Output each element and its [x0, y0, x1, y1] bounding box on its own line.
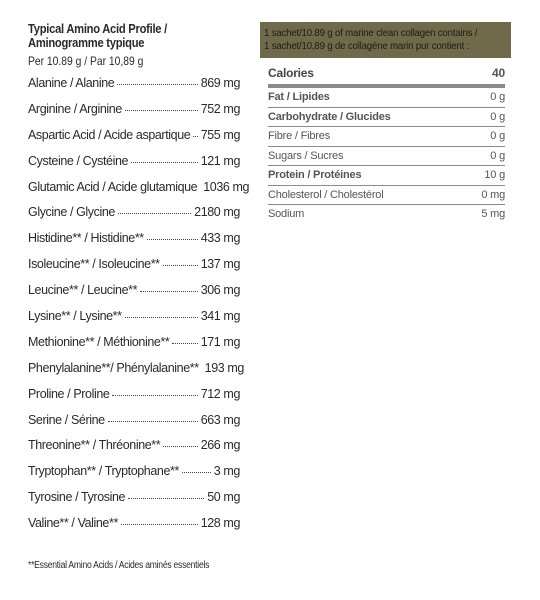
amino-name: Cysteine / Cystéine	[28, 153, 129, 168]
nutrition-value: 0 g	[490, 149, 505, 162]
nutrition-value: 0 g	[490, 130, 505, 143]
dot-leader	[128, 489, 204, 499]
amino-row	[28, 464, 240, 490]
amino-name: Threonine** / Thréonine**	[28, 438, 161, 453]
amino-value: 1036 mg	[203, 179, 250, 194]
amino-name: Histidine** / Histidine**	[28, 231, 144, 246]
nutrition-row-calories	[268, 62, 505, 88]
amino-title-line1: Typical Amino Acid Profile /	[28, 21, 167, 36]
amino-acid-profile	[28, 21, 250, 542]
dot-leader	[163, 437, 197, 447]
amino-value: 266 mg	[200, 438, 240, 453]
nutrition-table	[260, 62, 511, 224]
amino-name: Alanine / Alanine	[28, 76, 115, 90]
nutrition-row	[268, 127, 505, 147]
dot-leader	[121, 515, 198, 525]
amino-value: 3 mg	[213, 464, 240, 479]
dot-leader	[112, 386, 197, 396]
amino-value: 306 mg	[200, 283, 240, 298]
amino-value: 171 mg	[200, 334, 240, 349]
nutrition-label: Sodium	[268, 208, 305, 221]
amino-name: Aspartic Acid / Acide aspartique	[28, 127, 191, 142]
amino-value: 712 mg	[200, 386, 240, 401]
amino-value: 663 mg	[200, 412, 240, 427]
amino-name: Serine / Sérine	[28, 412, 105, 427]
nutrition-row	[268, 147, 505, 167]
amino-list	[28, 76, 250, 542]
nutrition-header-line1: 1 sachet/10.89 g of marine clean collagen contains /	[264, 27, 478, 39]
amino-serving-size: Per 10.89 g / Par 10,89 g	[28, 54, 144, 68]
amino-row	[28, 76, 240, 102]
amino-name: Proline / Proline	[28, 386, 110, 401]
amino-row	[28, 257, 240, 283]
amino-name: Tyrosine / Tyrosine	[28, 490, 126, 505]
amino-value: 128 mg	[200, 516, 240, 531]
dot-leader	[108, 412, 198, 422]
amino-value: 433 mg	[200, 231, 240, 246]
amino-value: 752 mg	[200, 101, 240, 116]
amino-row	[28, 438, 240, 464]
amino-name: Glutamic Acid / Acide glutamique	[28, 179, 198, 194]
amino-footnote: **Essential Amino Acids / Acides aminés essentiels	[28, 560, 210, 571]
nutrition-label: Cholesterol / Cholestérol	[268, 188, 384, 201]
dot-leader	[125, 101, 198, 111]
amino-name: Glycine / Glycine	[28, 205, 115, 220]
amino-value: 50 mg	[207, 490, 240, 505]
amino-value: 869 mg	[200, 76, 240, 90]
dot-leader	[182, 463, 211, 473]
amino-row	[28, 283, 240, 309]
amino-row	[28, 128, 240, 154]
nutrition-label: Carbohydrate / Glucides	[268, 110, 391, 123]
nutrition-label: Fibre / Fibres	[268, 130, 330, 143]
amino-title	[28, 22, 210, 50]
amino-row	[28, 309, 240, 335]
nutrition-value: 0 g	[490, 91, 505, 104]
amino-value: 121 mg	[200, 153, 240, 168]
nutrition-row	[268, 186, 505, 206]
dot-leader	[117, 75, 197, 85]
nutrition-row	[268, 166, 505, 186]
amino-row	[28, 335, 240, 361]
amino-row	[28, 360, 244, 387]
nutrition-row	[268, 108, 505, 128]
amino-value: 2180 mg	[194, 205, 240, 220]
calories-label: Calories	[268, 66, 314, 80]
amino-row	[28, 387, 240, 413]
amino-row	[28, 179, 250, 206]
nutrition-value: 0 g	[490, 110, 505, 123]
amino-value: 193 mg	[204, 360, 244, 375]
nutrition-value: 5 mg	[481, 208, 505, 221]
amino-row	[28, 413, 240, 439]
dot-leader	[193, 127, 197, 137]
dot-leader	[147, 230, 198, 240]
amino-name: Valine** / Valine**	[28, 516, 118, 531]
nutrition-header-line2: 1 sachet/10,89 g de collagène marin pur contient :	[264, 40, 470, 52]
nutrition-row	[268, 205, 505, 224]
nutrition-row	[268, 88, 505, 108]
amino-value: 341 mg	[200, 309, 240, 324]
dot-leader	[163, 256, 198, 266]
amino-name: Isoleucine** / Isoleucine**	[28, 257, 160, 272]
dot-leader	[118, 204, 191, 214]
dot-leader	[125, 308, 198, 318]
nutrition-facts	[260, 22, 511, 224]
dot-leader	[131, 153, 198, 163]
nutrition-value: 0 mg	[481, 188, 505, 201]
nutrition-header	[260, 22, 511, 58]
amino-title-line2: Aminogramme typique	[28, 35, 145, 50]
amino-row	[28, 102, 240, 128]
amino-name: Leucine** / Leucine**	[28, 283, 138, 298]
amino-name: Methionine** / Méthionine**	[28, 334, 170, 349]
amino-row	[28, 154, 240, 180]
nutrition-label: Sugars / Sucres	[268, 149, 344, 162]
amino-row	[28, 231, 240, 257]
amino-name: Tryptophan** / Tryptophane**	[28, 464, 179, 479]
amino-row	[28, 205, 240, 231]
amino-value: 755 mg	[200, 127, 240, 142]
nutrition-label: Protein / Protéines	[268, 169, 362, 182]
nutrition-value: 10 g	[484, 169, 505, 182]
amino-row	[28, 516, 240, 542]
amino-row	[28, 490, 240, 516]
dot-leader	[140, 282, 198, 292]
amino-value: 137 mg	[200, 257, 240, 272]
dot-leader	[172, 334, 197, 344]
amino-name: Arginine / Arginine	[28, 101, 122, 116]
amino-name: Lysine** / Lysine**	[28, 309, 122, 324]
amino-name: Phenylalanine**/ Phénylalanine**	[28, 360, 199, 375]
nutrition-label: Fat / Lipides	[268, 91, 330, 104]
calories-value: 40	[492, 66, 505, 80]
